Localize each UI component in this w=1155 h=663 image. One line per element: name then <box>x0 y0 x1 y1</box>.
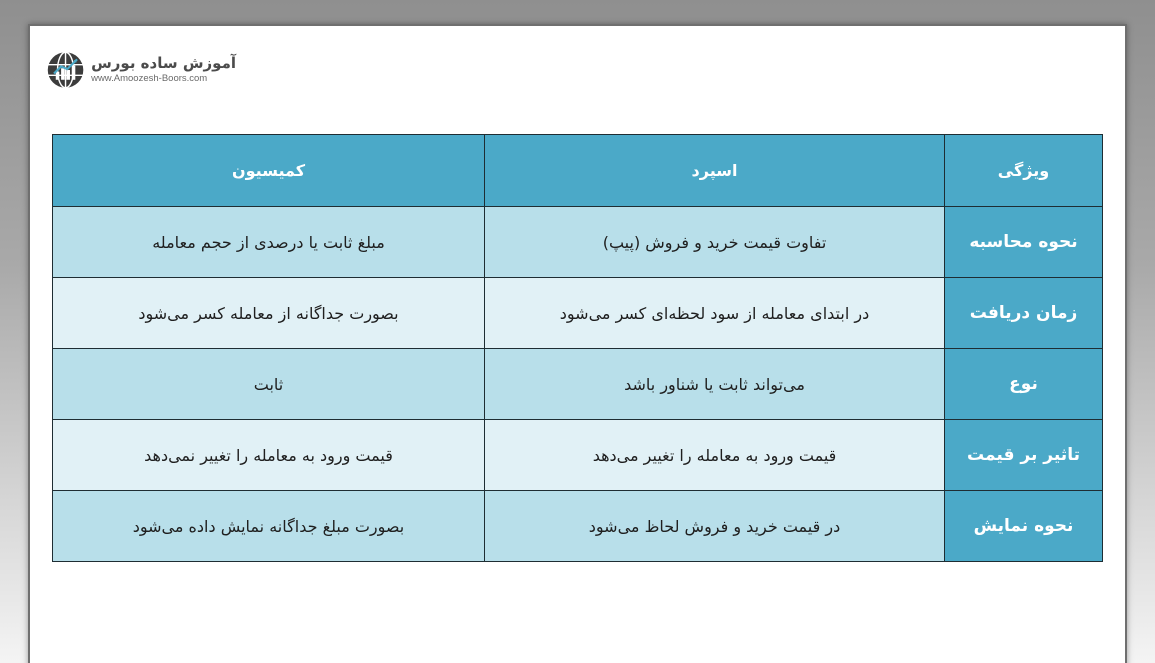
commission-cell: مبلغ ثابت یا درصدی از حجم معامله <box>53 207 485 278</box>
commission-cell: بصورت مبلغ جداگانه نمایش داده می‌شود <box>53 491 485 562</box>
table-row <box>53 491 1103 562</box>
globe-chart-icon <box>46 48 85 92</box>
header-spread: اسپرد <box>485 135 945 207</box>
feature-cell: نوع <box>945 349 1103 420</box>
brand-name: آموزش ساده بورس <box>91 54 236 73</box>
spread-cell: تفاوت قیمت خرید و فروش (پیپ) <box>485 207 945 278</box>
table-row <box>53 278 1103 349</box>
brand-url: www.Amoozesh-Boors.com <box>91 73 208 85</box>
spread-cell: در قیمت خرید و فروش لحاظ می‌شود <box>485 491 945 562</box>
comparison-table <box>52 134 1103 562</box>
commission-cell: ثابت <box>53 349 485 420</box>
table-header-row <box>53 135 1103 207</box>
header-feature: ویژگی <box>945 135 1103 207</box>
feature-cell: زمان دریافت <box>945 278 1103 349</box>
spread-cell: می‌تواند ثابت یا شناور باشد <box>485 349 945 420</box>
table-row <box>53 420 1103 491</box>
feature-cell: نحوه محاسبه <box>945 207 1103 278</box>
table-row <box>53 349 1103 420</box>
commission-cell: بصورت جداگانه از معامله کسر می‌شود <box>53 278 485 349</box>
feature-cell: نحوه نمایش <box>945 491 1103 562</box>
brand-logo[interactable] <box>46 46 236 94</box>
header-commission: کمیسیون <box>53 135 485 207</box>
table-row <box>53 207 1103 278</box>
feature-cell: تاثیر بر قیمت <box>945 420 1103 491</box>
commission-cell: قیمت ورود به معامله را تغییر نمی‌دهد <box>53 420 485 491</box>
spread-cell: قیمت ورود به معامله را تغییر می‌دهد <box>485 420 945 491</box>
spread-cell: در ابتدای معامله از سود لحظه‌ای کسر می‌شود <box>485 278 945 349</box>
content-card <box>30 26 1125 663</box>
